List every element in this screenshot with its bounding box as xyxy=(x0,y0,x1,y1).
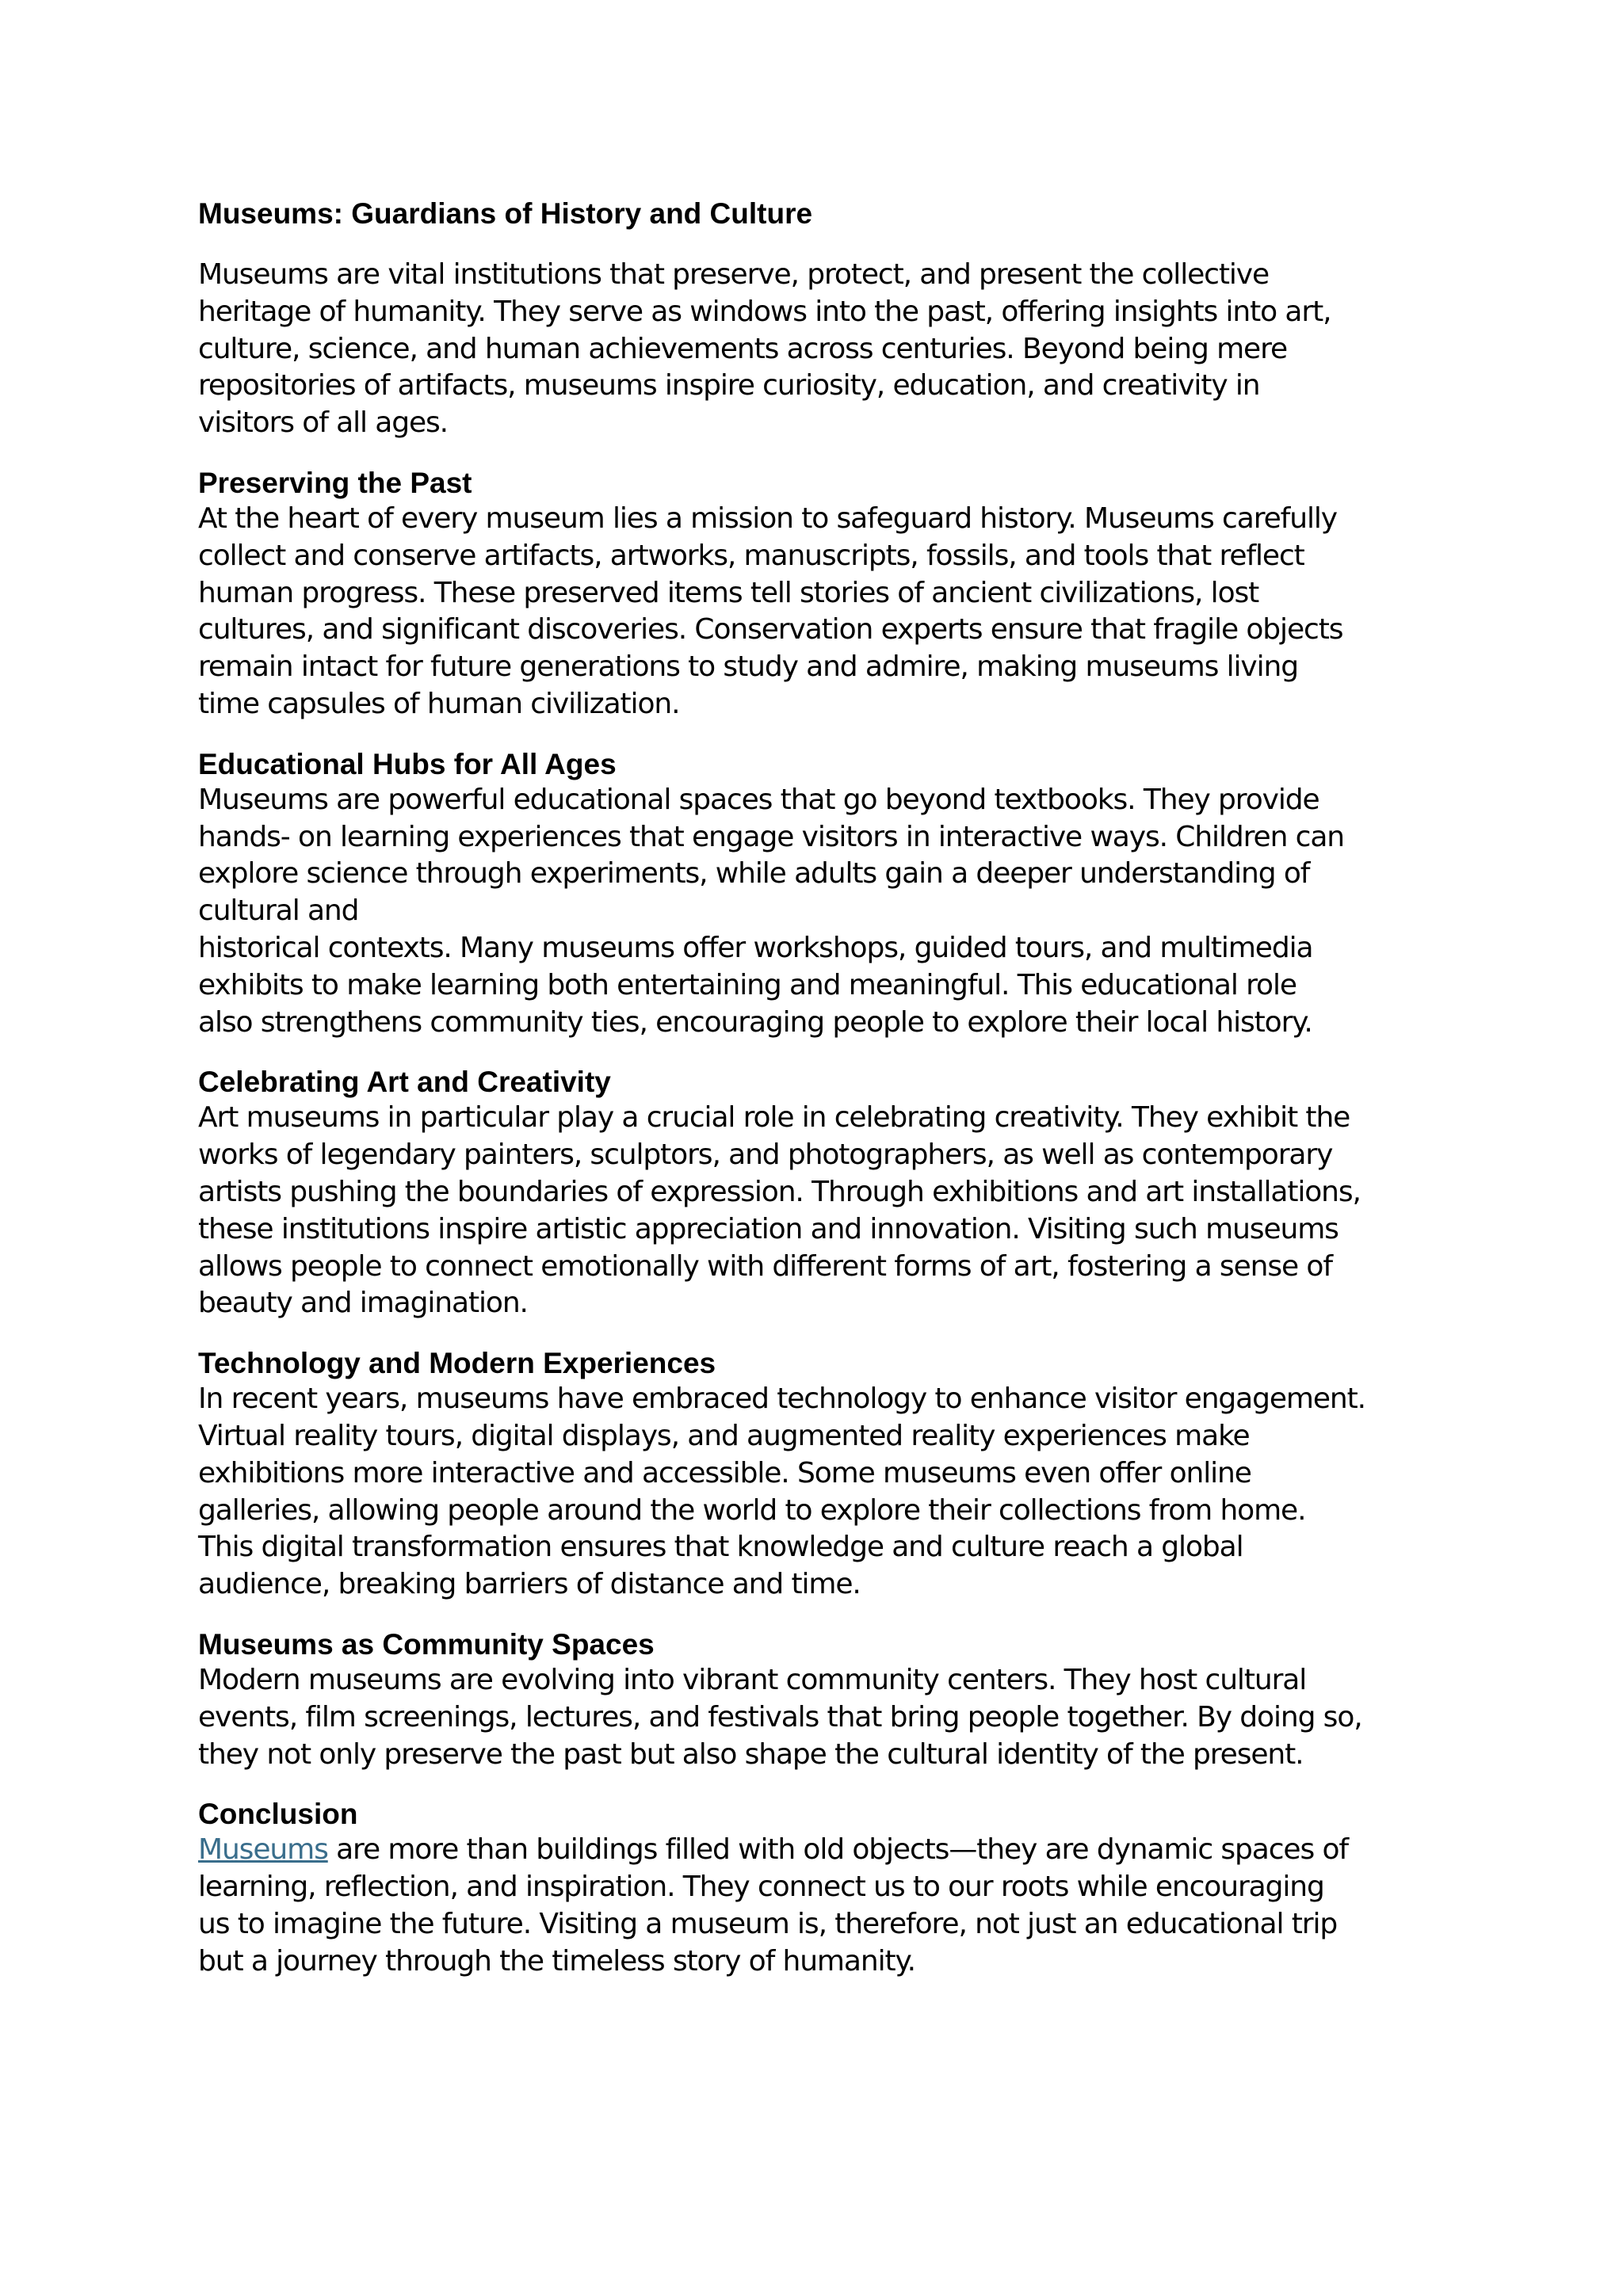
section-heading-art: Celebrating Art and Creativity xyxy=(198,1066,611,1099)
section-heading-conclusion: Conclusion xyxy=(198,1798,358,1831)
conclusion-body: are more than buildings filled with old objects—they are dynamic spaces of learning, reflection, and inspiration. They connect us to our roots while encouraging us to imagine the future. Visiting a museum is, therefore, not just an educational trip but a journey through the timeless story of humanity. xyxy=(198,1833,1348,1978)
section-body-technology: In recent years, museums have embraced technology to enhance visitor engagement. Virtual reality tours, digital displays, and augmented reality experiences make exhibitions more interactive and accessible. Some museums even offer online galleries, allowing people around the world to explore their collections from home. This digital transformation ensures that knowledge and culture reach a global audience, breaking barriers of distance and time. xyxy=(198,1383,1366,1601)
section-heading-community: Museums as Community Spaces xyxy=(198,1627,655,1661)
section-body-community: Modern museums are evolving into vibrant community centers. They host cultural events, film screenings, lectures, and festivals that bring people together. By doing so, they not only preserve the past but also shape the cultural identity of the present. xyxy=(198,1663,1362,1771)
document-title: Museums: Guardians of History and Culture xyxy=(198,197,813,230)
intro-paragraph: Museums are vital institutions that preserve, protect, and present the collective heritage of humanity. They serve as windows into the past, offering insights into art, culture, science, and human achievements across centuries. Beyond being mere repositories of artifacts, museums inspire curiosity, education, and creativity in visitors of all ages. xyxy=(198,258,1331,440)
conclusion-paragraph xyxy=(198,1832,1434,1980)
section-heading-technology: Technology and Modern Experiences xyxy=(198,1347,716,1380)
document-page xyxy=(198,196,1434,2004)
section-body-educational: Museums are powerful educational spaces that go beyond textbooks. They provide hands- on learning experiences that engage visitors in interactive ways. Children can explore science through experiments, while adults gain a deeper understanding of cultural and historical contexts. Many museums offer workshops, guided tours, and multimedia exhibits to make learning both entertaining and meaningful. This educational role also strengthens community ties, encouraging people to explore their local history. xyxy=(198,783,1344,1039)
museums-link[interactable]: Museums xyxy=(198,1833,328,1867)
section-body-art: Art museums in particular play a crucial role in celebrating creativity. They exhibit the works of legendary painters, sculptors, and photographers, as well as contemporary artists pushing the boundaries of expression. Through exhibitions and art installations, these institutions inspire artistic appreciation and innovation. Visiting such museums allows people to connect emotionally with different forms of art, fostering a sense of beauty and imagination. xyxy=(198,1101,1361,1320)
section-body-preserving: At the heart of every museum lies a mission to safeguard history. Museums carefully collect and conserve artifacts, artworks, manuscripts, fossils, and tools that reflect human progress. These preserved items tell stories of ancient civilizations, lost cultures, and significant discoveries. Conservation experts ensure that fragile objects remain intact for future generations to study and admire, making museums living time capsules of human civilization. xyxy=(198,502,1343,720)
section-heading-educational: Educational Hubs for All Ages xyxy=(198,747,617,780)
section-heading-preserving: Preserving the Past xyxy=(198,466,472,499)
